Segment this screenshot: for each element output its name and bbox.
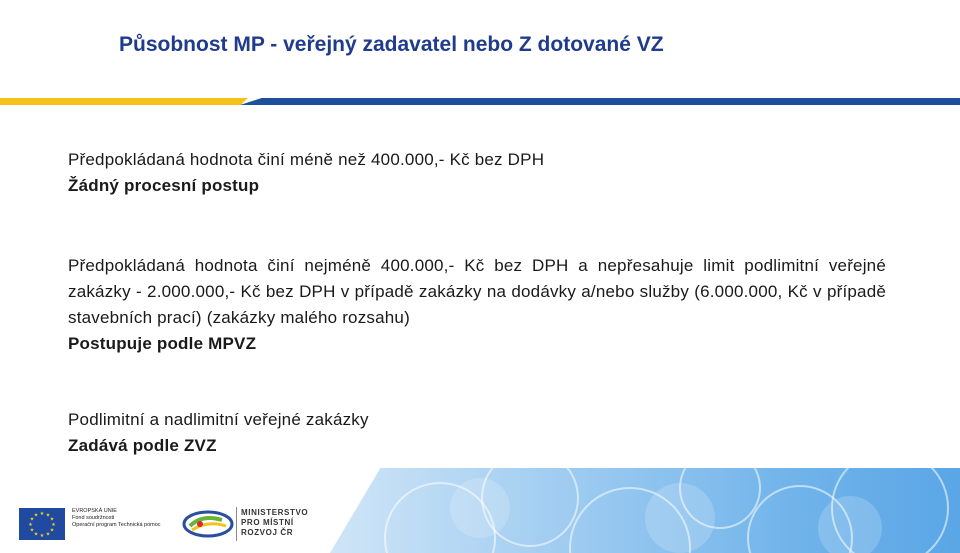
svg-text:★: ★ bbox=[29, 527, 35, 534]
block-small-scale bbox=[68, 253, 886, 357]
block-text: Předpokládaná hodnota činí méně než 400.000,- Kč bez DPH bbox=[68, 150, 545, 169]
block-above-threshold bbox=[68, 407, 886, 459]
svg-text:★: ★ bbox=[49, 516, 55, 523]
svg-text:★: ★ bbox=[33, 531, 39, 538]
stripe-yellow bbox=[0, 98, 248, 105]
svg-text:★: ★ bbox=[49, 527, 55, 534]
slide-title: Působnost MP - veřejný zadavatel nebo Z dotované VZ bbox=[119, 33, 664, 56]
block-text: Podlimitní a nadlimitní veřejné zakázky bbox=[68, 410, 369, 429]
ministry-logo-line: ROZVOJ ČR bbox=[241, 528, 294, 537]
block-conclusion: Žádný procesní postup bbox=[68, 176, 260, 195]
ministry-logo-line: MINISTERSTVO bbox=[241, 508, 309, 517]
block-conclusion: Postupuje podle MPVZ bbox=[68, 334, 257, 353]
svg-text:★: ★ bbox=[28, 522, 33, 528]
header-stripe bbox=[0, 98, 960, 105]
eu-logo-line: Fond soudržnosti bbox=[72, 515, 115, 521]
block-conclusion: Zadává podle ZVZ bbox=[68, 436, 217, 455]
eu-flag-icon bbox=[19, 508, 65, 540]
svg-text:★: ★ bbox=[39, 533, 45, 539]
block-under-400k bbox=[68, 147, 886, 199]
eu-logo-line: Operační program Technická pomoc bbox=[72, 522, 161, 528]
ministry-logo-icon bbox=[182, 510, 234, 538]
svg-text:★: ★ bbox=[45, 512, 51, 519]
logo-divider bbox=[236, 507, 237, 541]
svg-text:★: ★ bbox=[39, 511, 45, 517]
eu-logo-text bbox=[72, 508, 161, 529]
stripe-blue bbox=[240, 98, 960, 105]
ministry-logo-line: PRO MÍSTNÍ bbox=[241, 518, 294, 527]
svg-text:★: ★ bbox=[33, 512, 39, 519]
svg-text:★: ★ bbox=[51, 522, 56, 528]
block-text: Předpokládaná hodnota činí nejméně 400.000,- Kč bez DPH a nepřesahuje limit podlimitní veřejné zakázky - 2.000.000,- Kč bez DPH v případě zakázky na dodávky a/nebo služby (6.000.000, Kč v případě stavebních prací) (zakázky malého rozsahu) bbox=[68, 256, 886, 327]
footer-decoration bbox=[330, 468, 960, 553]
eu-logo-line: EVROPSKÁ UNIE bbox=[72, 508, 117, 514]
ministry-logo-text bbox=[241, 508, 308, 538]
svg-text:★: ★ bbox=[45, 531, 51, 538]
svg-text:★: ★ bbox=[29, 516, 35, 523]
